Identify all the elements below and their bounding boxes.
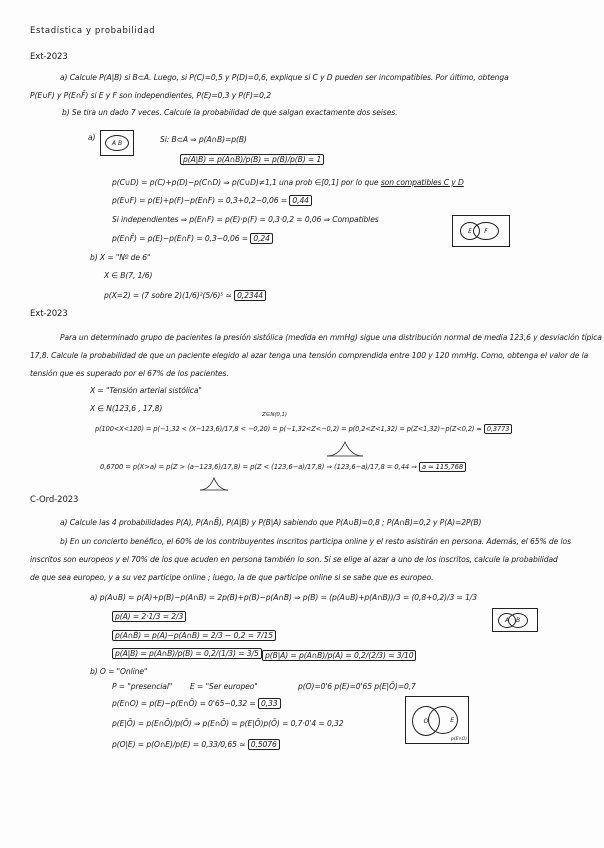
solution-line: X ∈ N(123,6 , 17,8) bbox=[90, 404, 163, 413]
statement-line: de que sea europeo, y a su vez participe online ; luego, la de que participe online si se sabe que es europeo. bbox=[30, 573, 434, 582]
annotation: Z∈N(0,1) bbox=[262, 412, 287, 418]
solution-line: P = "presencial" bbox=[112, 682, 173, 691]
boxed-result: p(A) = 2·1/3 = 2/3 bbox=[112, 611, 186, 622]
boxed-result: p(A∩B̄) = p(A)−p(A∩B) = 2/3 − 0,2 = 7/15 bbox=[112, 630, 276, 641]
venn-label: F bbox=[473, 222, 499, 240]
normal-curve-sketch bbox=[325, 440, 365, 458]
solution-line: X ∈ B(7, 1/6) bbox=[104, 271, 153, 280]
venn-label: E bbox=[460, 222, 480, 240]
statement-line: tensión que es superado por el 67% de los pacientes. bbox=[30, 369, 229, 378]
venn-diagram bbox=[100, 130, 134, 156]
section-heading: C-Ord-2023 bbox=[30, 495, 79, 505]
solution-line: Si: B⊂A ⇒ p(A∩B)=p(B) bbox=[160, 135, 247, 144]
venn-diagram bbox=[492, 608, 538, 632]
venn-label: A bbox=[498, 613, 516, 628]
venn-diagram bbox=[405, 696, 469, 744]
solution-line: p(100<X<120) = p(−1,32 < (X−123,6)/17,8 < −0,20) = p(−1,32<Z<−0,2) = p(0,2<Z<1,32) = p(Z<1,32)−p(Z<0,2) ≃ bbox=[95, 425, 482, 433]
venn-label: A bbox=[111, 139, 117, 147]
statement-line: a) Calcule P(A|B) si B⊂A. Luego, si P(C)=0,5 y P(D)=0,6, explique si C y D pueden ser incompatibles. Por último, obtenga bbox=[60, 73, 509, 82]
solution-line: p(E∩O) = p(E)−p(E∩Ō) = 0'65−0,32 = bbox=[112, 699, 256, 708]
solution-line: p(E|Ō) = p(E∩Ō)/p(Ō) ⇒ p(E∩Ō) = p(E|Ō)p(Ō) = 0,7·0'4 = 0,32 bbox=[112, 719, 344, 728]
boxed-result: p(A|B) = p(A∩B)/p(B) = 0,2/(1/3) = 3/5 bbox=[112, 648, 262, 659]
solution-line: 0,6700 = p(X>a) = p(Z > (a−123,6)/17,8) = p(Z < (123,6−a)/17,8) ⇒ (123,6−a)/17,8 = 0,44 ⇒ bbox=[100, 463, 417, 471]
section-heading: Ext-2023 bbox=[30, 309, 68, 319]
solution-line: a) p(A∪B) = p(A)+p(B)−p(A∩B) = 2p(B)+p(B)−p(A∩B) ⇒ p(B) = (p(A∪B)+p(A∩B))/3 = (0,8+0,2)/3 = 1/3 bbox=[90, 593, 477, 602]
boxed-result: 0,24 bbox=[250, 233, 273, 244]
statement-line: a) Calcule las 4 probabilidades P(A), P(A∩B̄), P(A|B) y P(B|A) sabiendo que P(A∪B)=0,8 ; P(A∩B)=0,2 y P(A)=2P(B) bbox=[60, 518, 482, 527]
statement-line: Para un determinado grupo de pacientes la presión sistólica (medida en mmHg) sigue una distribución normal de media 123,6 y desviación típica bbox=[60, 333, 602, 342]
section-heading: Ext-2023 bbox=[30, 52, 68, 62]
solution-line: p(E∪F) = p(E)+p(F)−p(E∩F) = 0,3+0,2−0,06 = bbox=[112, 196, 288, 205]
boxed-result: p(A|B) = p(A∩B)/p(B) = p(B)/p(B) = 1 bbox=[180, 154, 324, 165]
statement-line: b) Se tira un dado 7 veces. Calcule la probabilidad de que salgan exactamente dos seises. bbox=[62, 108, 398, 117]
solution-line: p(X=2) = (7 sobre 2)(1/6)²(5/6)⁵ ≃ bbox=[104, 291, 232, 300]
solution-line: b) O = "Online" bbox=[90, 667, 148, 676]
venn-label: O bbox=[412, 706, 440, 736]
boxed-result: p(B|A) = p(A∩B)/p(A) = 0,2/(2/3) = 3/10 bbox=[262, 650, 416, 661]
venn-diagram bbox=[452, 215, 510, 247]
solution-line: p(O|E) = p(O∩E)/p(E) = 0,33/0,65 ≃ bbox=[112, 740, 246, 749]
solution-line: p(E∩F̄) = p(E)−p(E∩F) = 0,3−0,06 = bbox=[112, 234, 249, 243]
page-title: Estadística y probabilidad bbox=[30, 26, 156, 36]
venn-label: B bbox=[508, 613, 528, 628]
solution-line: X = "Tensión arterial sistólica" bbox=[90, 386, 202, 395]
boxed-result: 0,33 bbox=[258, 698, 281, 709]
venn-label: B bbox=[117, 139, 123, 147]
solution-line: E = "Ser europeo" bbox=[190, 682, 258, 691]
boxed-result: 0,44 bbox=[289, 195, 312, 206]
boxed-result: 0,2344 bbox=[234, 290, 266, 301]
boxed-result: 0,3773 bbox=[484, 424, 512, 434]
solution-line: b) X = "Nº de 6" bbox=[90, 253, 151, 262]
normal-curve-sketch bbox=[198, 476, 230, 492]
statement-line: P(E∪F) y P(E∩F̄) si E y F son independientes, P(E)=0,3 y P(F)=0,2 bbox=[30, 91, 271, 100]
conclusion: son compatibles C y D bbox=[380, 178, 464, 187]
venn-annotation: p(E∩O) bbox=[450, 737, 467, 742]
part-label: a) bbox=[88, 133, 96, 142]
solution-line: p(C∪D) = p(C)+p(D)−p(C∩D) ⇒ p(C∪D)≠1,1 una prob ∈[0,1] por lo que bbox=[112, 178, 379, 187]
solution-line: Si independientes ⇒ p(E∩F) = p(E)·p(F) = 0,3·0,2 = 0,06 ⇒ Compatibles bbox=[112, 215, 379, 224]
boxed-result: a ≃ 115,768 bbox=[419, 462, 466, 472]
solution-line: p(O)=0'6 p(E)=0'65 p(E|Ō)=0,7 bbox=[298, 682, 416, 691]
statement-line: 17,8. Calcule la probabilidad de que un paciente elegido al azar tenga una tensión comprendida entre 100 y 120 mmHg. Como, obtenga el valor de la bbox=[30, 351, 589, 360]
venn-label: E bbox=[428, 706, 458, 734]
statement-line: inscritos son europeos y el 70% de los que acuden en persona también lo son. Si se elige al azar a uno de los inscritos, calcule la probabilidad bbox=[30, 555, 558, 564]
statement-line: b) En un concierto benéfico, el 60% de los contribuyentes inscritos participa online y el resto asistirán en persona. Además, el 65% de los bbox=[60, 537, 571, 546]
boxed-result: 0,5076 bbox=[248, 739, 280, 750]
